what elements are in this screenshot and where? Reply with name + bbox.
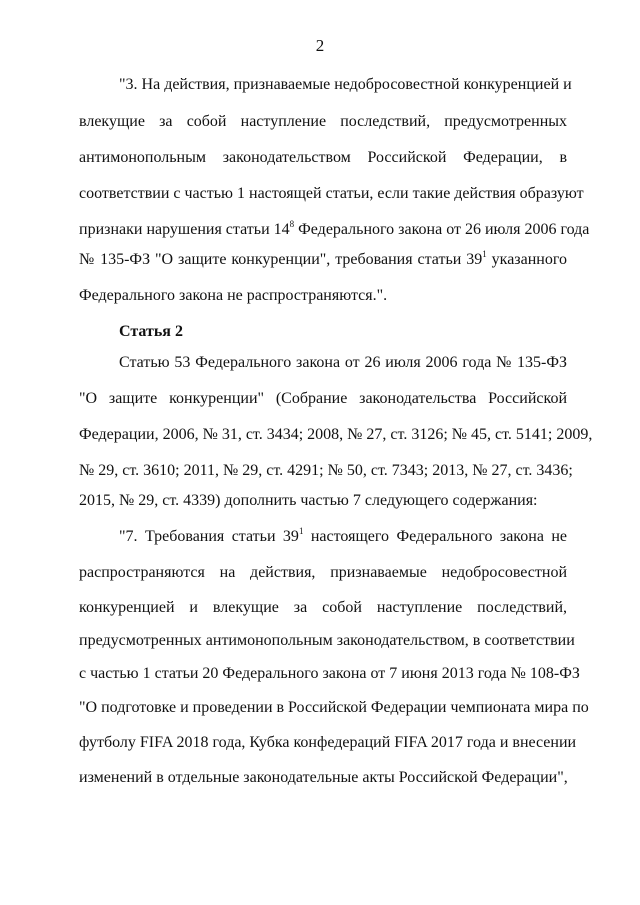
text-line: футболу FIFA 2018 года, Кубка конфедераций FIFA 2017 года и внесении [79,734,577,751]
text-line: "7. Требования статьи $39^1$ настоящего Федерального закона не [119,526,568,545]
superscript: 1 [482,249,487,259]
text-line: "3. На действия, признаваемые недобросовестной конкуренцией и [119,76,572,93]
superscript: 1 [298,526,304,536]
article-heading: Статья 2 [119,323,183,340]
text-line: Федерации, 2006, № 31, ст. 3434; 2008, № 27, ст. 3126; № 45, ст. 5141; 2009, [79,426,593,443]
text-line: Федерального закона не распространяются.". [79,287,388,304]
text-line: признаки нарушения статьи $14^8$ Федерального закона от 26 июля 2006 года [79,219,590,238]
text-line: с частью 1 статьи 20 Федерального закона от 7 июня 2013 года № 108-ФЗ [79,665,580,682]
text-line: № 135-ФЗ "О защите конкуренции", требования статьи $39^1$ указанного [79,249,568,268]
text-line: "О защите конкуренции" (Собрание законодательства Российской [79,390,567,407]
text-line: изменений в отдельные законодательные акты Российской Федерации", [79,769,568,786]
text-line: распространяются на действия, признаваемые недобросовестной [79,564,567,581]
text-line: конкуренцией и влекущие за собой наступление последствий, [79,599,567,616]
text-line: "О подготовке и проведении в Российской Федерации чемпионата мира по [79,699,589,716]
text-line: Статью 53 Федерального закона от 26 июля 2006 года № 135-ФЗ [119,354,567,371]
text-line: № 29, ст. 3610; 2011, № 29, ст. 4291; № 50, ст. 7343; 2013, № 27, ст. 3436; [79,462,573,479]
page-number: 2 [315,36,325,55]
text-line: 2015, № 29, ст. 4339) дополнить частью 7 следующего содержания: [79,492,538,509]
text-line: влекущие за собой наступление последствий, предусмотренных [79,113,567,130]
text-line: предусмотренных антимонопольным законодательством, в соответствии [79,632,575,649]
text-line: антимонопольным законодательством Российской Федерации, в [79,149,567,166]
superscript: 8 [289,219,295,229]
text-line: соответствии с частью 1 настоящей статьи, если такие действия образуют [79,185,584,202]
